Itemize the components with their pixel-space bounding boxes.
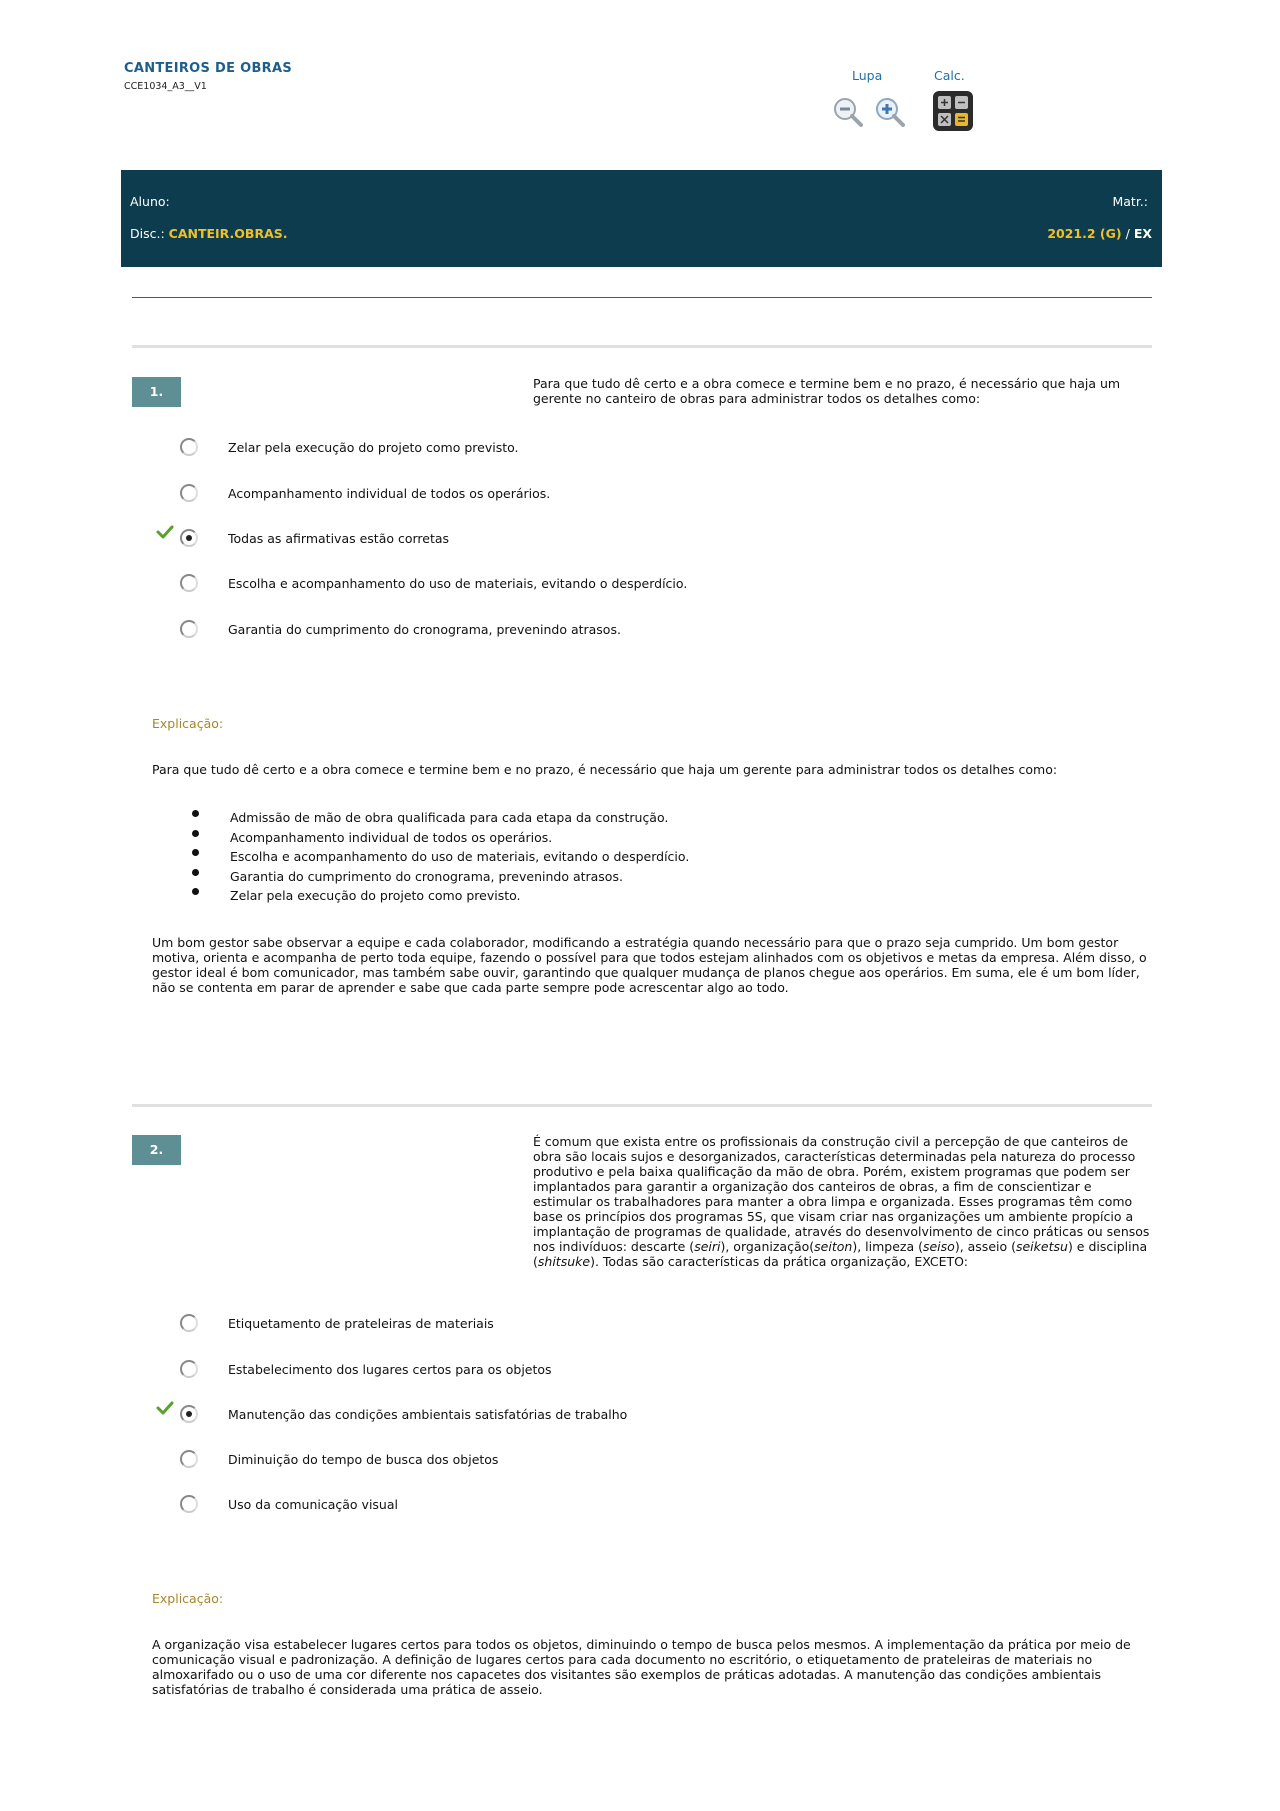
explanation-list [152,808,689,906]
radio-button[interactable] [180,1314,198,1332]
radio-button[interactable] [180,1450,198,1468]
calc-label: Calc. [934,68,965,83]
list-item: Acompanhamento individual de todos os operários. [230,828,689,848]
answer-option[interactable] [180,1446,980,1472]
question-text: Para que tudo dê certo e a obra comece e termine bem e no prazo, é necessário que haja um gerente no canteiro de obras para administrar todos os detalhes como: [533,376,1121,406]
option-label: Estabelecimento dos lugares certos para os objetos [228,1361,552,1377]
student-banner [121,170,1162,267]
question-number: 2. [132,1135,181,1165]
correct-check-icon [156,524,174,540]
answer-option[interactable] [180,570,980,596]
explanation-heading: Explicação: [152,1591,224,1606]
question-text: É comum que exista entre os profissionais da construção civil a percepção de que canteiros de obra são locais sujos e desorganizados, características determinadas pela natureza do processo produtivo e pela baixa qualificação da mão de obra. Porém, existem programas que podem ser implantados para garantir a organização dos canteiros de obras, a fim de conscientizar e estimular os trabalhadores para manter a obra limpa e organizada. Esses programas têm como base os princípios dos programas 5S, que visam criar nas organizações um ambiente propício a implantação de programas de qualidade, através do desenvolvimento de cinco práticas ou sensos nos indivíduos: descarte (seiri), organização(seiton), limpeza (seiso), asseio (seiketsu) e disciplina (shitsuke). Todas são características da prática organização, EXCETO: [533,1134,1150,1269]
option-label: Diminuição do tempo de busca dos objetos [228,1451,499,1467]
radio-button[interactable] [180,484,198,502]
radio-button-selected[interactable] [180,529,198,547]
answer-option[interactable] [180,1491,980,1517]
explanation-heading: Explicação: [152,716,224,731]
answer-option[interactable] [180,1401,980,1427]
calculator-icon[interactable] [932,90,974,132]
radio-button-selected[interactable] [180,1405,198,1423]
exam-code: CCE1034_A3__V1 [124,81,207,92]
option-label: Escolha e acompanhamento do uso de materiais, evitando o desperdício. [228,575,688,591]
option-label: Zelar pela execução do projeto como previsto. [228,439,519,455]
answer-option[interactable] [180,1310,980,1336]
divider [132,297,1152,298]
period-value: 2021.2 (G) [1047,226,1122,241]
correct-check-icon [156,1400,174,1416]
page-title: CANTEIROS DE OBRAS [124,61,293,76]
zoom-out-icon[interactable] [831,95,865,129]
list-item: Admissão de mão de obra qualificada para cada etapa da construção. [230,808,689,828]
list-item: Escolha e acompanhamento do uso de materiais, evitando o desperdício. [230,847,689,867]
disc-label: Disc.: [130,226,165,241]
option-label: Manutenção das condições ambientais satisfatórias de trabalho [228,1406,628,1422]
zoom-in-icon[interactable] [873,95,907,129]
matr-label: Matr.: [1112,194,1148,209]
answer-option[interactable] [180,525,980,551]
disc-line [130,226,288,241]
disc-value: CANTEIR.OBRAS. [168,226,288,241]
answer-option[interactable] [180,1356,980,1382]
radio-button[interactable] [180,1495,198,1513]
explanation-intro: Para que tudo dê certo e a obra comece e termine bem e no prazo, é necessário que haja um gerente para administrar todos os detalhes como: [152,762,1058,777]
answer-option[interactable] [180,480,980,506]
option-label: Uso da comunicação visual [228,1496,398,1512]
radio-button[interactable] [180,620,198,638]
explanation-text: A organização visa estabelecer lugares certos para todos os objetos, diminuindo o tempo de busca pelos mesmos. A implementação da prática por meio de comunicação visual e padronização. A definição de lugares certos para cada documento no escritório, o etiquetamento de prateleiras de materiais no almoxarifado ou o uso de uma cor diferente nos capacetes dos visitantes são exemplos de práticas adotadas. A manutenção das condições ambientais satisfatórias de trabalho é considerada uma prática de asseio. [152,1637,1131,1697]
lupa-label: Lupa [852,68,883,83]
answer-option[interactable] [180,616,980,642]
divider [132,345,1152,348]
aluno-label: Aluno: [130,194,170,209]
question-number: 1. [132,377,181,407]
radio-button[interactable] [180,438,198,456]
list-item: Zelar pela execução do projeto como previsto. [230,886,689,906]
option-label: Etiquetamento de prateleiras de materiais [228,1315,494,1331]
radio-button[interactable] [180,574,198,592]
period-separator: / [1125,226,1130,241]
option-label: Acompanhamento individual de todos os operários. [228,485,551,501]
period-line [1047,226,1152,241]
explanation-text: Um bom gestor sabe observar a equipe e cada colaborador, modificando a estratégia quando necessário para que o prazo seja cumprido. Um bom gestor motiva, orienta e acompanha de perto toda equipe, fazendo o possível para que todos estejam alinhados com os objetivos e metas da empresa. Além disso, o gestor ideal é bom comunicador, mas também sabe ouvir, garantindo que qualquer mudança de planos chegue aos operários. Em suma, ele é um bom líder, não se contenta em parar de aprender e sabe que cada parte sempre pode acrescentar algo ao todo. [152,935,1147,995]
exam-type: EX [1133,226,1152,241]
option-label: Todas as afirmativas estão corretas [228,530,450,546]
divider [132,1104,1152,1107]
answer-option[interactable] [180,434,980,460]
list-item: Garantia do cumprimento do cronograma, prevenindo atrasos. [230,867,689,887]
radio-button[interactable] [180,1360,198,1378]
option-label: Garantia do cumprimento do cronograma, prevenindo atrasos. [228,621,621,637]
